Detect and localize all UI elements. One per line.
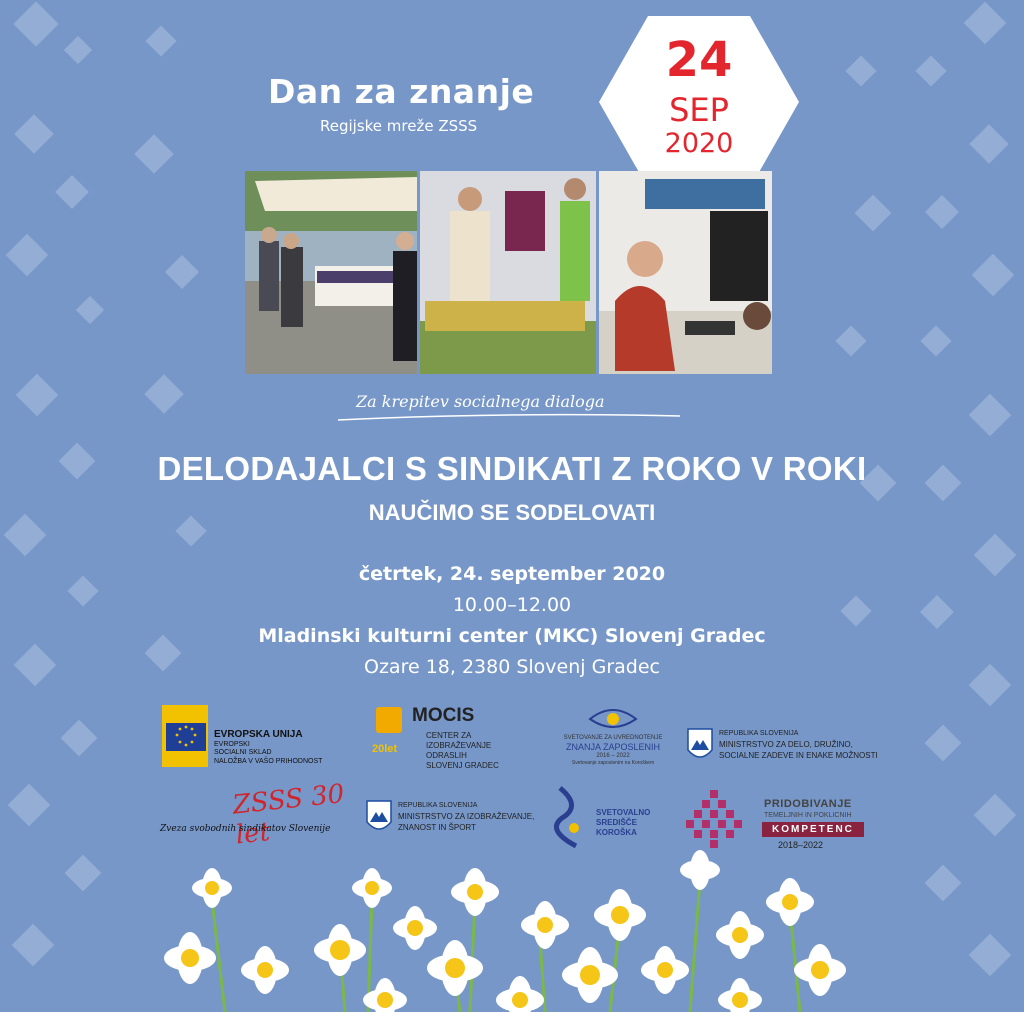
event-headline: DELODAJALCI S SINDIKATI Z ROKO V ROKI	[157, 450, 867, 487]
tagline-swoosh	[336, 410, 682, 424]
daisy-illustration	[0, 840, 1024, 1012]
ministry-edu-label-2: MINISTRSTVO ZA IZOBRAŽEVANJE,	[398, 812, 535, 821]
eu-label-4: NALOŽBA V VAŠO PRIHODNOST	[214, 758, 323, 765]
kompetenc-label-4: 2018–2022	[778, 840, 824, 850]
svetovalno-label-3: KOROŠKA	[596, 828, 637, 837]
badge-day: 24	[665, 32, 733, 88]
event-venue: Mladinski kulturni center (MKC) Slovenj Gradec	[258, 625, 766, 647]
event-date: četrtek, 24. september 2020	[358, 563, 666, 585]
kompetenc-label-1: PRIDOBIVANJE	[764, 798, 852, 810]
swirl-icon	[552, 786, 592, 848]
mocis-name: MOCIS	[412, 705, 475, 726]
eu-label-3: SOCIALNI SKLAD	[214, 749, 272, 756]
logo-eu-social-fund	[162, 705, 362, 767]
photo-outdoor-stand	[245, 171, 417, 374]
page-subtitle: Regijske mreže ZSSS	[320, 117, 478, 135]
zsss-label: Zveza svobodnih sindikatov Slovenije	[160, 824, 331, 834]
ministry-edu-label-3: ZNANOST IN ŠPORT	[398, 823, 476, 832]
eu-flag-icon	[162, 705, 208, 767]
mocis-label-1: CENTER ZA	[426, 731, 472, 740]
zsss-script: ZSSS 30 let	[231, 779, 346, 851]
photo-office-desk	[599, 171, 772, 374]
page-title: Dan za znanje	[268, 72, 535, 111]
eye-icon	[588, 705, 638, 733]
znanja-label-3: 2016 – 2022	[596, 753, 630, 759]
eu-label-2: EVROPSKI	[214, 741, 250, 748]
coat-of-arms-icon	[366, 800, 392, 836]
mocis-label-4: SLOVENJ GRADEC	[426, 761, 499, 770]
event-time: 10.00–12.00	[452, 594, 572, 616]
kompetenc-label-2: TEMELJNIH IN POKLICNIH	[764, 812, 852, 819]
logo-mocis	[372, 703, 502, 771]
mocis-label-2: IZOBRAŽEVANJE	[426, 741, 492, 750]
logo-znanja-zaposlenih	[548, 705, 678, 765]
mocis-badge: 20let	[372, 743, 398, 755]
event-address: Ozare 18, 2380 Slovenj Gradec	[364, 656, 660, 678]
badge-month: SEP	[669, 91, 729, 129]
logo-svetovalno-sredisce	[552, 786, 662, 848]
eu-label-1: EVROPSKA UNIJA	[214, 729, 303, 740]
kompetenc-label-3: KOMPETENC	[762, 822, 864, 837]
mocis-label-3: ODRASLIH	[426, 751, 467, 760]
logo-ministry-work	[687, 728, 887, 768]
coat-of-arms-icon	[687, 728, 713, 764]
date-badge	[598, 14, 800, 190]
ministry-work-label-2: MINISTRSTVO ZA DELO, DRUŽINO,	[719, 740, 853, 749]
znanja-label-1: SVETOVANJE ZA UVREDNOTENJE	[563, 735, 663, 741]
ministry-work-label-1: REPUBLIKA SLOVENIJA	[719, 730, 799, 737]
event-photos	[245, 171, 772, 374]
logo-zsss	[160, 779, 360, 851]
znanja-label-4: Svetovanje zaposlenim na Koroškem	[571, 760, 655, 766]
photo-indoor-table	[420, 171, 596, 374]
badge-year: 2020	[664, 128, 734, 159]
svetovalno-label-1: SVETOVALNO	[596, 808, 651, 817]
event-subheadline: NAUČIMO SE SODELOVATI	[368, 500, 656, 525]
znanja-label-2: ZNANJA ZAPOSLENIH	[565, 742, 661, 752]
svetovalno-label-2: SREDIŠČE	[596, 818, 637, 827]
ministry-edu-label-1: REPUBLIKA SLOVENIJA	[398, 802, 478, 809]
tagline: Za krepitev socialnega dialoga	[356, 392, 605, 411]
logo-ministry-education	[366, 800, 566, 840]
mocis-icon	[376, 707, 402, 733]
ministry-work-label-3: SOCIALNE ZADEVE IN ENAKE MOŽNOSTI	[719, 751, 878, 760]
